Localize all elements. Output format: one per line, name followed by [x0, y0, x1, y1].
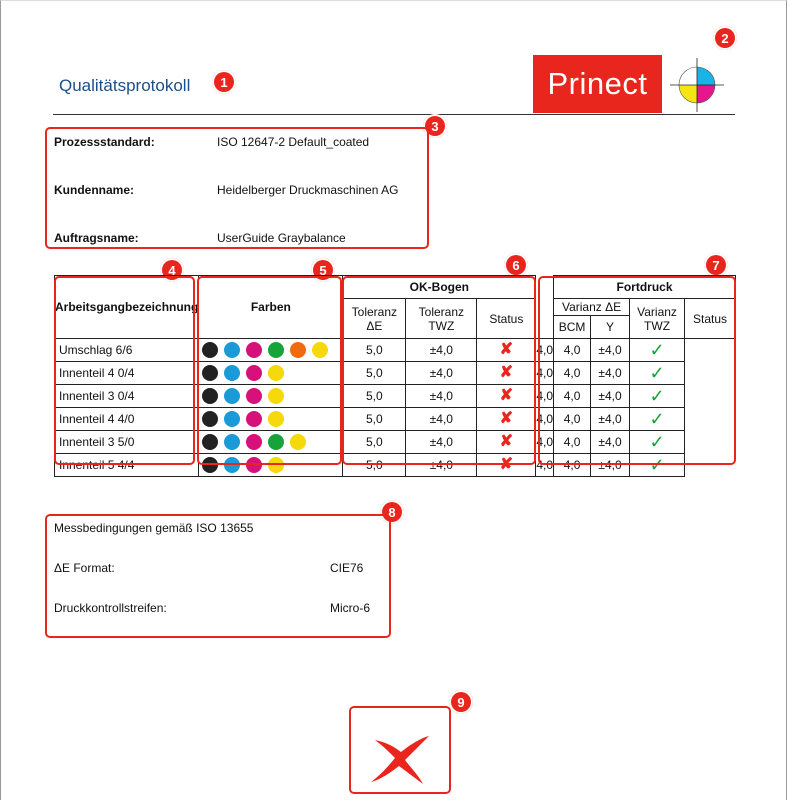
bcm-cell: 4,0: [536, 431, 554, 454]
ok-sheet-highlight: [342, 276, 536, 465]
y-cell: 4,0: [554, 385, 591, 408]
bcm-cell: 4,0: [536, 385, 554, 408]
job-name-cell: Innenteil 3 5/0: [55, 431, 199, 454]
prinect-logo: Prinect: [533, 55, 662, 113]
ok-check-icon: ✓: [649, 385, 665, 406]
variance-twz-header: Varianz TWZ: [630, 299, 685, 339]
production-run-highlight: [538, 276, 736, 465]
colors-column-header: Farben: [199, 276, 343, 339]
job-name-cell: Umschlag 6/6: [55, 339, 199, 362]
y-cell: 4,0: [554, 339, 591, 362]
fail-x-icon: ✘: [499, 456, 514, 473]
callout-badge-8: 8: [380, 500, 404, 524]
y-cell: 4,0: [554, 362, 591, 385]
y-cell: 4,0: [554, 431, 591, 454]
customer-name-value: Heidelberger Druckmaschinen AG: [217, 183, 399, 197]
ok-tolerance-de-header: Toleranz ΔE: [343, 299, 406, 339]
ok-check-icon: ✓: [649, 454, 665, 475]
fail-x-icon: ✘: [499, 410, 514, 427]
callout-badge-4: 4: [160, 258, 184, 282]
variance-de-header: Varianz ΔE: [554, 299, 630, 316]
job-name-value: UserGuide Graybalance: [217, 231, 346, 245]
ok-check-icon: ✓: [649, 339, 665, 360]
job-column-header: Arbeitsgangbezeichnung: [55, 276, 199, 339]
ok-tolerance-twz-cell: ±4,0: [406, 454, 477, 477]
overall-fail-icon: [349, 706, 451, 794]
ok-tolerance-de-cell: 5,0: [343, 385, 406, 408]
ok-tolerance-twz-cell: ±4,0: [406, 431, 477, 454]
de-format-value: CIE76: [330, 561, 364, 575]
bcm-cell: 4,0: [536, 339, 554, 362]
callout-badge-6: 6: [504, 253, 528, 277]
process-standard-value: ISO 12647-2 Default_coated: [217, 135, 370, 149]
ok-check-icon: ✓: [649, 431, 665, 452]
y-cell: 4,0: [554, 454, 591, 477]
y-cell: 4,0: [554, 408, 591, 431]
ok-tolerance-twz-header: Toleranz TWZ: [406, 299, 477, 339]
job-name-cell: Innenteil 5 4/4: [55, 454, 199, 477]
callout-badge-1: 1: [212, 70, 236, 94]
bcm-cell: 4,0: [536, 362, 554, 385]
callout-badge-2: 2: [713, 26, 737, 50]
callout-badge-9: 9: [449, 690, 473, 714]
registration-mark-icon: [666, 54, 728, 116]
job-column-highlight: [54, 276, 195, 465]
job-name-label: Auftragsname:: [54, 231, 139, 245]
variance-twz-cell: ±4,0: [591, 339, 630, 362]
variance-twz-cell: ±4,0: [591, 454, 630, 477]
fail-x-icon: ✘: [499, 341, 514, 358]
callout-badge-5: 5: [311, 258, 335, 282]
job-name-cell: Innenteil 4 4/0: [55, 408, 199, 431]
bcm-cell: 4,0: [536, 408, 554, 431]
job-name-cell: Innenteil 4 0/4: [55, 362, 199, 385]
variance-twz-cell: ±4,0: [591, 408, 630, 431]
ok-sheet-header: OK-Bogen: [343, 276, 536, 299]
ok-check-icon: ✓: [649, 408, 665, 429]
fail-x-icon: ✘: [499, 433, 514, 450]
ok-check-icon: ✓: [649, 362, 665, 383]
ok-tolerance-de-cell: 5,0: [343, 339, 406, 362]
variance-twz-cell: ±4,0: [591, 431, 630, 454]
control-strip-label: Druckkontrollstreifen:: [54, 601, 167, 615]
measurement-title: Messbedingungen gemäß ISO 13655: [54, 521, 254, 535]
callout-badge-7: 7: [704, 253, 728, 277]
process-standard-label: Prozessstandard:: [54, 135, 155, 149]
ok-tolerance-twz-cell: ±4,0: [406, 385, 477, 408]
callout-badge-3: 3: [423, 114, 447, 138]
production-status-header: Status: [685, 299, 736, 339]
control-strip-value: Micro-6: [330, 601, 371, 615]
ok-tolerance-de-cell: 5,0: [343, 454, 406, 477]
ok-tolerance-de-cell: 5,0: [343, 431, 406, 454]
variance-twz-cell: ±4,0: [591, 385, 630, 408]
ok-tolerance-de-cell: 5,0: [343, 362, 406, 385]
ok-tolerance-twz-cell: ±4,0: [406, 339, 477, 362]
bcm-header: BCM: [554, 316, 591, 339]
ok-tolerance-twz-cell: ±4,0: [406, 408, 477, 431]
fail-x-icon: ✘: [499, 387, 514, 404]
page-title: Qualitätsprotokoll: [59, 76, 191, 95]
variance-twz-cell: ±4,0: [591, 362, 630, 385]
customer-name-label: Kundenname:: [54, 183, 135, 197]
ok-status-header: Status: [477, 299, 536, 339]
header-divider: [53, 114, 735, 115]
production-run-header: Fortdruck: [554, 276, 736, 299]
ok-tolerance-twz-cell: ±4,0: [406, 362, 477, 385]
bcm-cell: 4,0: [536, 454, 554, 477]
ok-tolerance-de-cell: 5,0: [343, 408, 406, 431]
colors-column-highlight: [197, 276, 342, 465]
job-name-cell: Innenteil 3 0/4: [55, 385, 199, 408]
y-header: Y: [591, 316, 630, 339]
de-format-label: ΔE Format:: [54, 561, 115, 575]
fail-x-icon: ✘: [499, 364, 514, 381]
